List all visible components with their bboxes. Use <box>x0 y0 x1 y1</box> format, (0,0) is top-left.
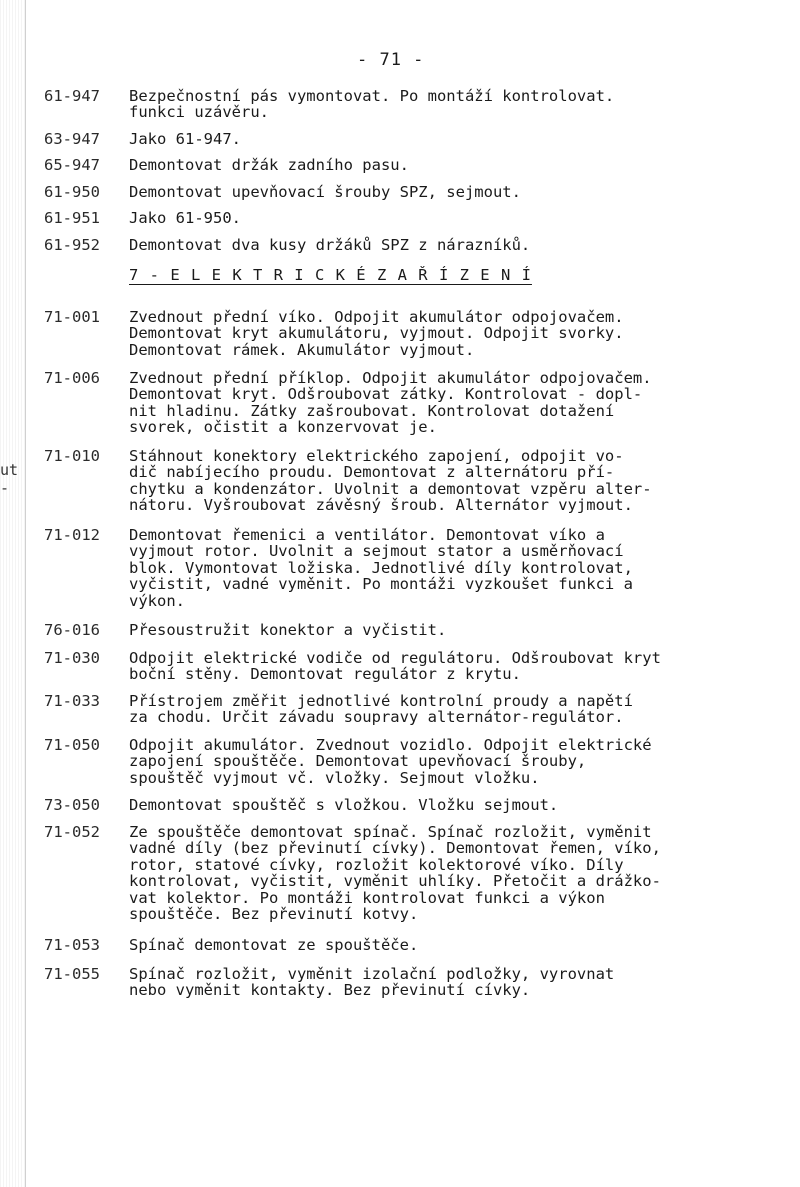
entry-text: Odpojit elektrické vodiče od regulátoru. Odšroubovat kryt boční stěny. Demontovat regulátor z krytu. <box>129 649 661 684</box>
entry-code: 76-016 <box>44 621 100 639</box>
entry-code: 73-050 <box>44 796 100 814</box>
entry-code: 71-030 <box>44 649 100 667</box>
entry-text: Demontovat držák zadního pasu. <box>129 156 409 174</box>
margin-mark-ut: ut <box>0 461 19 479</box>
entry-code: 71-050 <box>44 736 100 754</box>
entry-text: Spínač demontovat ze spouštěče. <box>129 936 419 954</box>
page-number: - 71 - <box>357 50 425 70</box>
entry-text: Ze spouštěče demontovat spínač. Spínač rozložit, vyměnit vadné díly (bez převinutí cívky). Demontovat řemen, víko, rotor, statové cívky, rozložit kolektorové víko. Díly kontrolovat, vyčistit, vyměnit uhlíky. Přetočit a drážko- vat kolektor. Po montáži kontrolovat funkci a výkon spouštěče. Bez převinutí kotvy. <box>129 823 661 924</box>
entry-code: 71-006 <box>44 369 100 387</box>
entry-text: Zvednout přední příklop. Odpojit akumulátor odpojovačem. Demontovat kryt. Odšroubovat zátky. Kontrolovat - dopl- nit hladinu. Zátky zašroubovat. Kontrolovat dotažení svorek, očistit a konzervovat je. <box>129 369 652 437</box>
entry-code: 61-952 <box>44 236 100 254</box>
entry-code: 65-947 <box>44 156 100 174</box>
entry-text: Zvednout přední víko. Odpojit akumulátor odpojovačem. Demontovat kryt akumulátoru, vyjmout. Odpojit svorky. Demontovat rámek. Akumulátor vyjmout. <box>129 308 624 359</box>
entry-code: 71-012 <box>44 526 100 544</box>
entry-code: 71-001 <box>44 308 100 326</box>
entry-text: Demontovat upevňovací šrouby SPZ, sejmout. <box>129 183 521 201</box>
entry-code: 71-033 <box>44 692 100 710</box>
entry-code: 71-055 <box>44 965 100 983</box>
entry-text: Bezpečnostní pás vymontovat. Po montáží kontrolovat. funkci uzávěru. <box>129 87 615 122</box>
entry-code: 71-010 <box>44 447 100 465</box>
entry-text: Přesoustružit konektor a vyčistit. <box>129 621 447 639</box>
entry-text: Jako 61-950. <box>129 209 241 227</box>
entry-code: 61-950 <box>44 183 100 201</box>
entry-text: Spínač rozložit, vyměnit izolační podložky, vyrovnat nebo vyměnit kontakty. Bez převinutí cívky. <box>129 965 615 1000</box>
entry-text: Jako 61-947. <box>129 130 241 148</box>
entry-text: Stáhnout konektory elektrického zapojení, odpojit vo- dič nabíjecího proudu. Demontovat z alternátoru pří- chytku a kondenzátor. Uvolnit a demontovat vzpěru alter- nátoru. Vyšroubovat závěsný šroub. Alternátor vyjmout. <box>129 447 652 515</box>
entry-code: 63-947 <box>44 130 100 148</box>
margin-mark-dash: - <box>0 479 10 497</box>
entry-text: Demontovat spouštěč s vložkou. Vložku sejmout. <box>129 796 559 814</box>
entry-code: 71-052 <box>44 823 100 841</box>
section-heading: 7 - E L E K T R I C K É Z A Ř Í Z E N Í <box>129 266 532 284</box>
entry-text: Demontovat dva kusy držáků SPZ z nárazníků. <box>129 236 531 254</box>
entry-code: 61-947 <box>44 87 100 105</box>
entry-code: 61-951 <box>44 209 100 227</box>
entry-code: 71-053 <box>44 936 100 954</box>
entry-text: Přístrojem změřit jednotlivé kontrolní proudy a napětí za chodu. Určit závadu soupravy alternátor-regulátor. <box>129 692 633 727</box>
entry-text: Odpojit akumulátor. Zvednout vozidlo. Odpojit elektrické zapojení spouštěče. Demontovat upevňovací šrouby, spouštěč vyjmout vč. vložky. Sejmout vložku. <box>129 736 652 787</box>
entry-text: Demontovat řemenici a ventilátor. Demontovat víko a vyjmout rotor. Uvolnit a sejmout stator a usměrňovací blok. Vymontovat ložiska. Jednotlivé díly kontrolovat, vyčistit, vadné vyměnit. Po montáži vyzkoušet funkci a výkon. <box>129 526 633 610</box>
